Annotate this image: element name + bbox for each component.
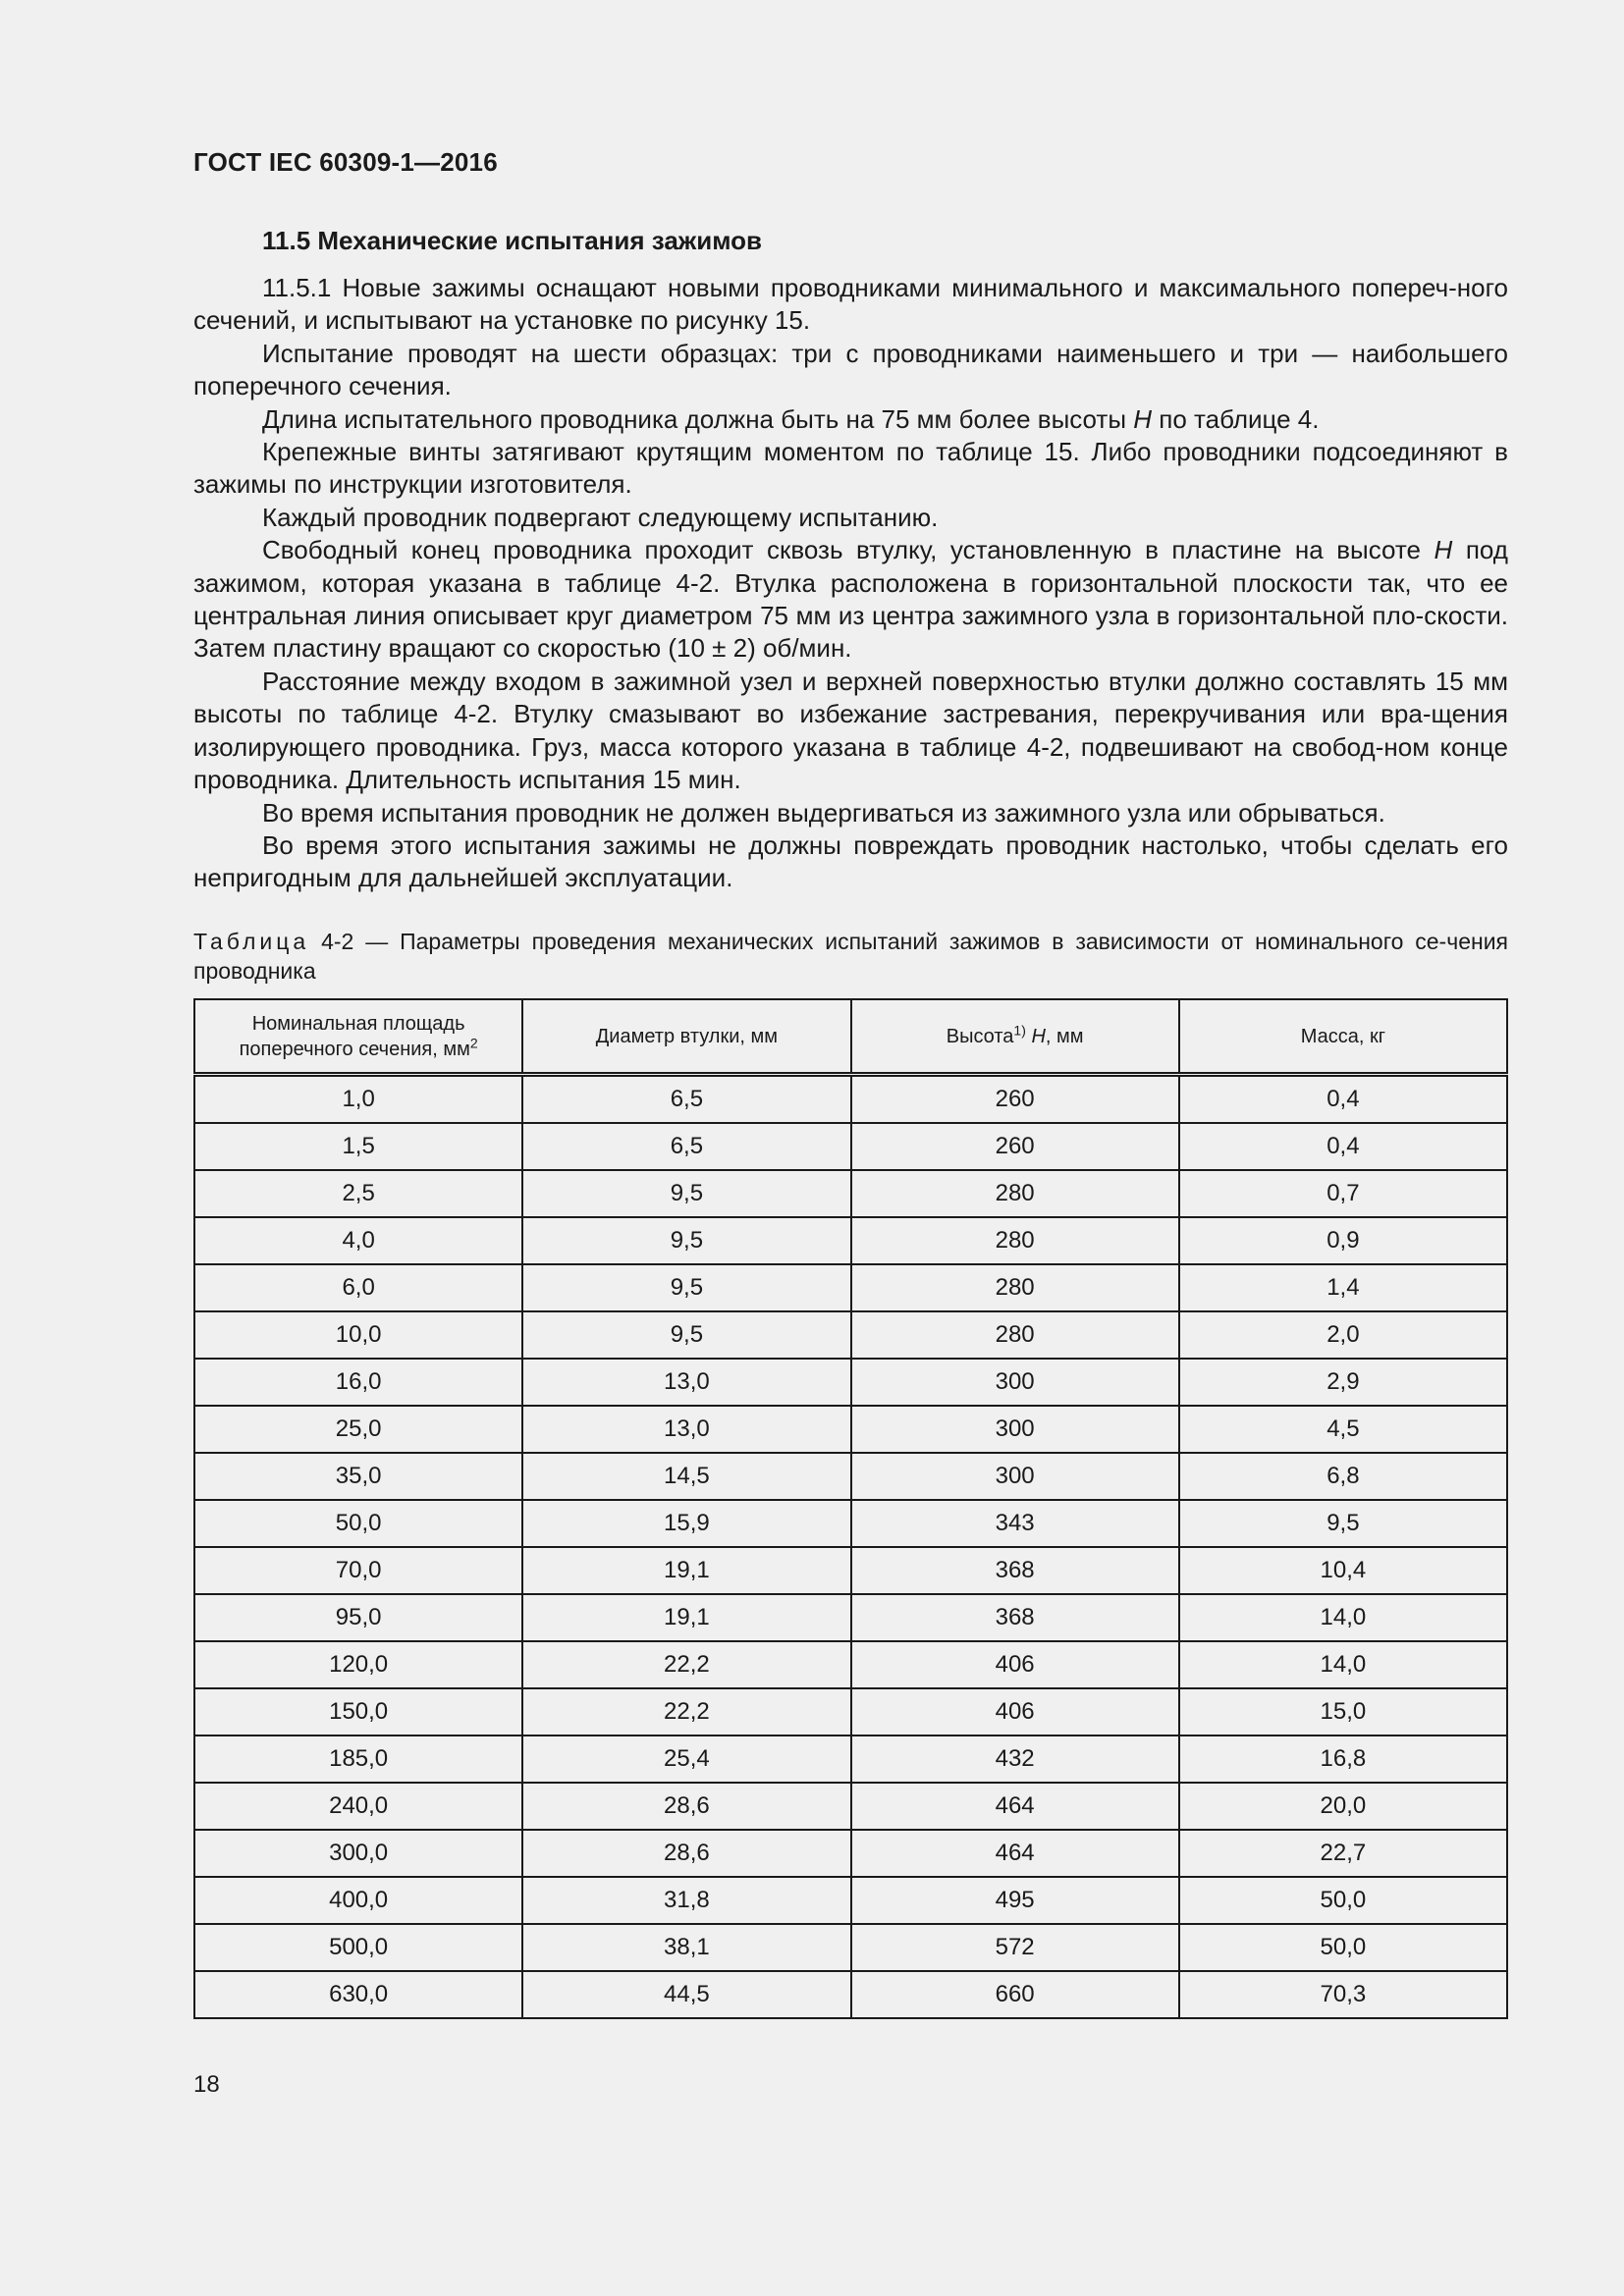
cell-mass: 20,0 — [1179, 1783, 1507, 1830]
cell-height: 432 — [851, 1735, 1179, 1783]
paragraph-text: Длина испытательного проводника должна быть на 75 мм более высоты — [262, 403, 1134, 434]
header-bushing-diameter: Диаметр втулки, мм — [522, 999, 850, 1075]
cell-cross-section: 300,0 — [194, 1830, 522, 1877]
cell-bushing-diameter: 19,1 — [522, 1594, 850, 1641]
cell-mass: 50,0 — [1179, 1877, 1507, 1924]
table-row — [194, 1170, 1507, 1217]
cell-bushing-diameter: 31,8 — [522, 1877, 850, 1924]
cell-height: 495 — [851, 1877, 1179, 1924]
paragraph: 11.5.1 Новые зажимы оснащают новыми проводниками минимального и максимального попереч-ного сечений, и испытывают на установке по рисунку 15. — [193, 273, 1508, 336]
cell-bushing-diameter: 22,2 — [522, 1688, 850, 1735]
cell-mass: 0,4 — [1179, 1075, 1507, 1124]
table-row — [194, 1547, 1507, 1594]
cell-mass: 0,9 — [1179, 1217, 1507, 1264]
table-row — [194, 1783, 1507, 1830]
cell-height: 300 — [851, 1359, 1179, 1406]
variable-h: H — [1133, 403, 1153, 434]
cell-cross-section: 4,0 — [194, 1217, 522, 1264]
cell-height: 368 — [851, 1547, 1179, 1594]
cell-cross-section: 6,0 — [194, 1264, 522, 1311]
cell-height: 300 — [851, 1406, 1179, 1453]
paragraph: Крепежные винты затягивают крутящим моментом по таблице 15. Либо проводники подсоединяют в зажимы по инструкции изготовителя. — [193, 437, 1508, 500]
cell-mass: 9,5 — [1179, 1500, 1507, 1547]
cell-cross-section: 16,0 — [194, 1359, 522, 1406]
table-row — [194, 1735, 1507, 1783]
paragraph: Каждый проводник подвергают следующему испытанию. — [262, 502, 939, 532]
cell-cross-section: 240,0 — [194, 1783, 522, 1830]
cell-cross-section: 50,0 — [194, 1500, 522, 1547]
cell-height: 343 — [851, 1500, 1179, 1547]
cell-mass: 16,8 — [1179, 1735, 1507, 1783]
paragraph-text: Свободный конец проводника проходит сквозь втулку, установленную в пластине на высоте — [262, 535, 1435, 565]
cell-mass: 0,7 — [1179, 1170, 1507, 1217]
cell-mass: 1,4 — [1179, 1264, 1507, 1311]
table-row — [194, 1924, 1507, 1971]
paragraph: Расстояние между входом в зажимной узел и верхней поверхностью втулки должно составлять 15 мм высоты по таблице 4-2. Втулку смазывают во избежание застревания, перекручивания или вра-щения изолирующего проводника. Груз, масса которого указана в таблице 4-2, подвешивают на свобод-ном конце проводника. Длительность испытания 15 мин. — [193, 666, 1508, 795]
cell-mass: 10,4 — [1179, 1547, 1507, 1594]
cell-mass: 14,0 — [1179, 1641, 1507, 1688]
cell-bushing-diameter: 28,6 — [522, 1783, 850, 1830]
table-row — [194, 1359, 1507, 1406]
cell-mass: 50,0 — [1179, 1924, 1507, 1971]
header-height — [851, 999, 1179, 1075]
cell-bushing-diameter: 6,5 — [522, 1123, 850, 1170]
table-caption-label: Таблица — [193, 929, 310, 954]
header-mass: Масса, кг — [1179, 999, 1507, 1075]
variable-h: H — [1031, 1025, 1046, 1047]
document-header: ГОСТ IEC 60309-1—2016 — [193, 147, 498, 177]
cell-cross-section: 500,0 — [194, 1924, 522, 1971]
table-row — [194, 1453, 1507, 1500]
paragraph-text: по таблице 4. — [1152, 403, 1320, 434]
cell-height: 280 — [851, 1170, 1179, 1217]
table-row — [194, 1594, 1507, 1641]
table-row — [194, 1830, 1507, 1877]
cell-height: 280 — [851, 1311, 1179, 1359]
header-text: Высота — [946, 1025, 1014, 1047]
header-text: Номинальная площадь — [251, 1012, 465, 1035]
cell-height: 406 — [851, 1641, 1179, 1688]
paragraph-text: под зажимом, которая указана в таблице 4-2. Втулка расположена в горизонтальной плоскости так, что ее центральная линия описывает круг диаметром 75 мм из центра зажимного узла в горизонтальной пло-скости. Затем пластину вращают со скоростью (10 ± 2) об/мин. — [193, 535, 1508, 664]
table-caption — [193, 927, 1508, 986]
cell-cross-section: 70,0 — [194, 1547, 522, 1594]
cell-mass: 22,7 — [1179, 1830, 1507, 1877]
cell-height: 368 — [851, 1594, 1179, 1641]
footnote-ref: 1) — [1013, 1021, 1026, 1038]
table-row — [194, 1971, 1507, 2018]
cell-cross-section: 630,0 — [194, 1971, 522, 2018]
table-row — [194, 1877, 1507, 1924]
cell-mass: 4,5 — [1179, 1406, 1507, 1453]
parameters-table — [193, 998, 1508, 2019]
table-body — [194, 1075, 1507, 2019]
cell-height: 300 — [851, 1453, 1179, 1500]
cell-mass: 2,0 — [1179, 1311, 1507, 1359]
table-row — [194, 1264, 1507, 1311]
table-header-row — [194, 999, 1507, 1075]
table-row — [194, 1311, 1507, 1359]
paragraph — [193, 403, 1508, 436]
cell-mass: 0,4 — [1179, 1123, 1507, 1170]
cell-bushing-diameter: 38,1 — [522, 1924, 850, 1971]
cell-cross-section: 185,0 — [194, 1735, 522, 1783]
table-row — [194, 1406, 1507, 1453]
paragraph — [193, 534, 1508, 666]
cell-cross-section: 10,0 — [194, 1311, 522, 1359]
cell-height: 660 — [851, 1971, 1179, 2018]
cell-mass: 14,0 — [1179, 1594, 1507, 1641]
table-row — [194, 1075, 1507, 1124]
cell-bushing-diameter: 13,0 — [522, 1359, 850, 1406]
header-superscript: 2 — [469, 1034, 478, 1050]
cell-cross-section: 25,0 — [194, 1406, 522, 1453]
cell-bushing-diameter: 9,5 — [522, 1170, 850, 1217]
cell-bushing-diameter: 19,1 — [522, 1547, 850, 1594]
table-row — [194, 1641, 1507, 1688]
cell-height: 260 — [851, 1123, 1179, 1170]
cell-mass: 6,8 — [1179, 1453, 1507, 1500]
cell-height: 280 — [851, 1264, 1179, 1311]
cell-cross-section: 150,0 — [194, 1688, 522, 1735]
cell-bushing-diameter: 15,9 — [522, 1500, 850, 1547]
table-row — [194, 1123, 1507, 1170]
cell-cross-section: 95,0 — [194, 1594, 522, 1641]
cell-bushing-diameter: 28,6 — [522, 1830, 850, 1877]
cell-bushing-diameter: 14,5 — [522, 1453, 850, 1500]
cell-bushing-diameter: 13,0 — [522, 1406, 850, 1453]
cell-cross-section: 120,0 — [194, 1641, 522, 1688]
cell-height: 572 — [851, 1924, 1179, 1971]
cell-height: 464 — [851, 1830, 1179, 1877]
table-row — [194, 1688, 1507, 1735]
header-cross-section — [194, 999, 522, 1075]
cell-bushing-diameter: 25,4 — [522, 1735, 850, 1783]
cell-cross-section: 2,5 — [194, 1170, 522, 1217]
header-text: поперечного сечения, мм — [239, 1038, 470, 1060]
cell-bushing-diameter: 6,5 — [522, 1075, 850, 1124]
cell-cross-section: 35,0 — [194, 1453, 522, 1500]
cell-bushing-diameter: 9,5 — [522, 1264, 850, 1311]
page-number: 18 — [193, 2071, 220, 2098]
cell-bushing-diameter: 9,5 — [522, 1311, 850, 1359]
cell-cross-section: 1,0 — [194, 1075, 522, 1124]
cell-height: 406 — [851, 1688, 1179, 1735]
cell-mass: 15,0 — [1179, 1688, 1507, 1735]
cell-bushing-diameter: 9,5 — [522, 1217, 850, 1264]
cell-height: 280 — [851, 1217, 1179, 1264]
header-text: , мм — [1045, 1025, 1084, 1047]
paragraph: Во время этого испытания зажимы не должны повреждать проводник настолько, чтобы сделать его непригодным для дальнейшей эксплуатации. — [193, 829, 1508, 893]
cell-bushing-diameter: 22,2 — [522, 1641, 850, 1688]
cell-mass: 70,3 — [1179, 1971, 1507, 2018]
body-text — [193, 272, 1508, 895]
paragraph: Испытание проводят на шести образцах: три с проводниками наименьшего и три — наибольшего поперечного сечения. — [193, 338, 1508, 401]
cell-bushing-diameter: 44,5 — [522, 1971, 850, 2018]
cell-mass: 2,9 — [1179, 1359, 1507, 1406]
cell-height: 464 — [851, 1783, 1179, 1830]
table-row — [194, 1500, 1507, 1547]
variable-h: H — [1434, 535, 1453, 565]
table-caption-text: 4-2 — Параметры проведения механических испытаний зажимов в зависимости от номинального се-чения проводника — [193, 929, 1508, 984]
table-row — [194, 1217, 1507, 1264]
section-title: 11.5 Механические испытания зажимов — [262, 226, 762, 255]
paragraph: Во время испытания проводник не должен выдергиваться из зажимного узла или обрываться. — [262, 797, 1385, 828]
cell-cross-section: 400,0 — [194, 1877, 522, 1924]
cell-height: 260 — [851, 1075, 1179, 1124]
cell-cross-section: 1,5 — [194, 1123, 522, 1170]
